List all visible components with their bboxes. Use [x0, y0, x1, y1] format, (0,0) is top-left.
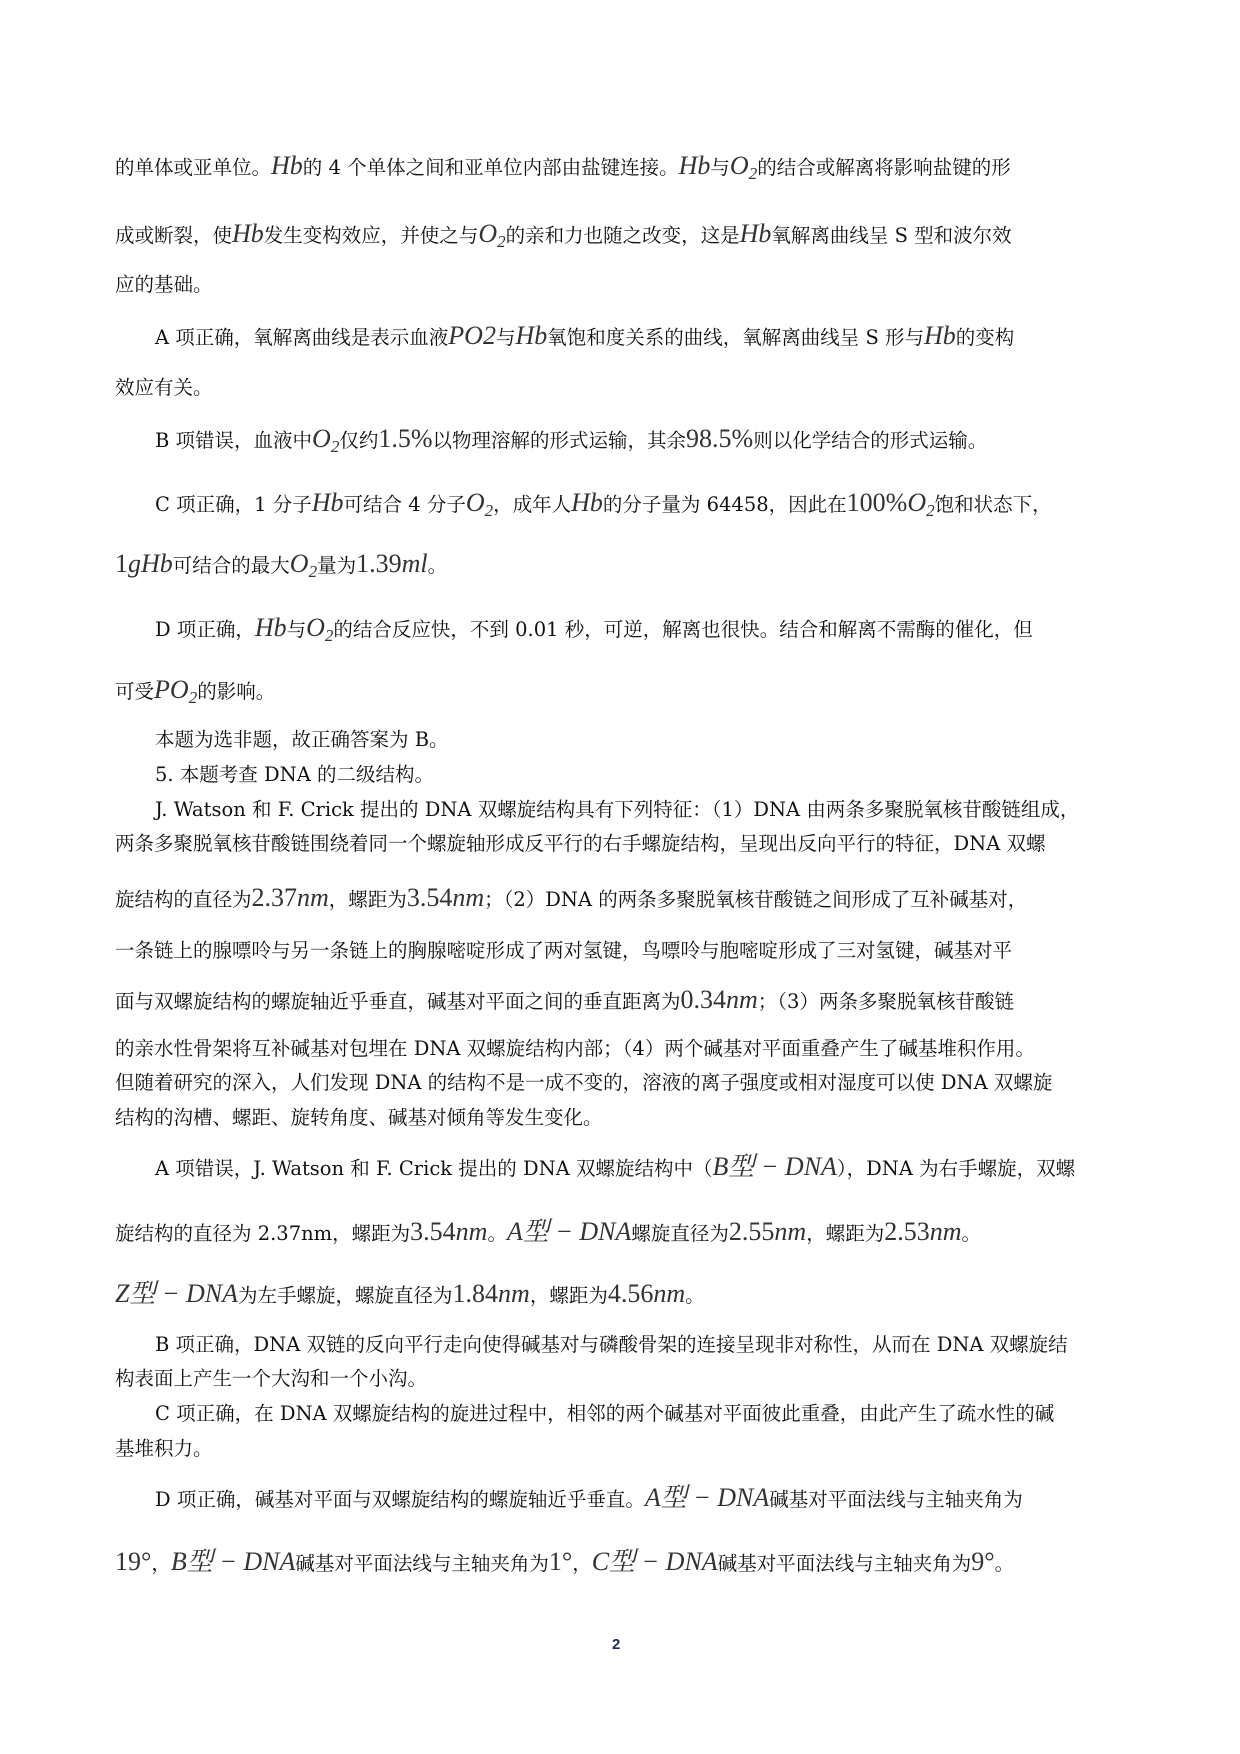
- math-expression: nm: [297, 883, 329, 912]
- text-line: 构表面上产生一个大沟和一个小沟。: [115, 1367, 428, 1390]
- math-expression: $O_2$: [729, 151, 758, 183]
- math-expression: 1.39: [356, 549, 402, 578]
- math-expression: 2.37: [251, 883, 298, 912]
- math-expression: 0.34: [680, 985, 727, 1014]
- text-line: 两条多聚脱氧核苷酸链围绕着同一个螺旋轴形成反平行的右手螺旋结构，呈现出反向平行的特征，DNA 双螺: [115, 832, 1046, 855]
- math-expression: 型 − DNA: [728, 1152, 837, 1181]
- math-expression: nm: [455, 1217, 488, 1246]
- math-expression: Hb: [739, 219, 772, 248]
- math-expression: 1: [115, 549, 128, 578]
- math-expression: 1.84: [452, 1279, 499, 1308]
- math-expression: nm: [929, 1217, 962, 1246]
- math-expression: nm: [653, 1279, 686, 1308]
- math-expression: 1.5%: [378, 424, 433, 453]
- text-line: C 项正确，1 分子Hb可结合 4 分子$O_2$，成年人Hb的分子量为 64458，因此在$100\%O_2$饱和状态下，: [155, 488, 1052, 520]
- text-line: 一条链上的腺嘌呤与另一条链上的胸腺嘧啶形成了两对氢键，鸟嘌呤与胞嘧啶形成了三对氢键，碱基对平: [115, 939, 1013, 962]
- text-line: J. Watson 和 F. Crick 提出的 DNA 双螺旋结构具有下列特征：（1）DNA 由两条多聚脱氧核苷酸链组成，: [155, 798, 1080, 821]
- math-expression: $O_2$: [289, 549, 318, 581]
- math-expression: 型 − DNA: [522, 1217, 632, 1246]
- math-expression: 型 − DNA: [186, 1547, 296, 1576]
- page-number: 2: [612, 1636, 621, 1653]
- math-expression: $O_2$: [306, 613, 334, 645]
- math-expression: 98.5%: [686, 424, 754, 453]
- math-expression: Hb: [254, 613, 287, 642]
- math-expression: nm: [498, 1279, 530, 1308]
- text-line: A 项正确，氧解离曲线是表示血液PO2与Hb氧饱和度关系的曲线，氧解离曲线呈 S 形与Hb的变构: [155, 321, 1015, 350]
- math-expression: nm: [774, 1217, 807, 1246]
- math-expression: B: [712, 1152, 729, 1181]
- text-line: Z型 − DNA为左手螺旋，螺旋直径为1.84nm，螺距为4.56nm。: [115, 1279, 705, 1308]
- math-expression: Hb: [571, 488, 603, 517]
- text-line: 1gHb可结合的最大$O_2$量为1.39ml。: [115, 549, 448, 581]
- math-expression: 1°: [548, 1547, 573, 1576]
- math-expression: Hb: [232, 219, 264, 248]
- text-line: 应的基础。: [115, 273, 213, 296]
- math-expression: $PO_2$: [154, 675, 198, 707]
- math-expression: ml: [401, 549, 428, 578]
- math-expression: $O_2$: [312, 424, 340, 456]
- text-line: 本题为选非题，故正确答案为 B。: [155, 728, 449, 751]
- text-line: 成或断裂，使Hb发生变构效应，并使之与$O_2$的亲和力也随之改变，这是Hb氧解离曲线呈 S 型和波尔效: [115, 219, 1012, 251]
- text-line: 但随着研究的深入，人们发现 DNA 的结构不是一成不变的，溶液的离子强度或相对湿度可以使 DNA 双螺旋: [115, 1071, 1053, 1094]
- text-line: 旋结构的直径为2.37nm，螺距为3.54nm；（2）DNA 的两条多聚脱氧核苷酸链之间形成了互补碱基对，: [115, 883, 1028, 912]
- text-line: 面与双螺旋结构的螺旋轴近乎垂直，碱基对平面之间的垂直距离为0.34nm；（3）两条多聚脱氧核苷酸链: [115, 985, 1014, 1014]
- text-line: B 项正确，DNA 双链的反向平行走向使得碱基对与磷酸骨架的连接呈现非对称性，从而在 DNA 双螺旋结: [155, 1333, 1068, 1356]
- math-expression: $O_2$: [478, 219, 506, 251]
- text-line: 效应有关。: [115, 376, 213, 399]
- math-expression: 2.55: [728, 1217, 775, 1246]
- text-line: 的亲水性骨架将互补碱基对包埋在 DNA 双螺旋结构内部；（4）两个碱基对平面重叠产生了碱基堆积作用。: [115, 1037, 1035, 1060]
- math-expression: 19°: [115, 1547, 152, 1576]
- math-expression: Hb: [515, 321, 548, 350]
- text-line: 基堆积力。: [115, 1437, 213, 1460]
- math-expression: 型 − DNA: [609, 1547, 718, 1576]
- math-expression: 100%: [846, 488, 908, 517]
- math-expression: A: [644, 1483, 661, 1512]
- math-expression: Hb: [271, 151, 303, 180]
- math-expression: B: [170, 1547, 187, 1576]
- math-expression: Hb: [311, 488, 344, 517]
- math-expression: 3.54: [406, 883, 453, 912]
- math-expression: nm: [452, 883, 485, 912]
- math-expression: 9°: [971, 1547, 995, 1576]
- text-line: 5. 本题考查 DNA 的二级结构。: [155, 763, 434, 786]
- text-line: 19°，B型 − DNA碱基对平面法线与主轴夹角为1°，C型 − DNA碱基对平面法线与主轴夹角为9°。: [115, 1547, 1015, 1576]
- math-expression: 型 − DNA: [660, 1483, 770, 1512]
- text-line: D 项正确，碱基对平面与双螺旋结构的螺旋轴近乎垂直。A型 − DNA碱基对平面法线与主轴夹角为: [155, 1483, 1023, 1512]
- math-expression: Hb: [924, 321, 956, 350]
- math-expression: $O_2$: [465, 488, 494, 520]
- text-line: D 项正确，Hb与$O_2$的结合反应快，不到 0.01 秒，可逆，解离也很快。结合和解离不需酶的催化，但: [155, 613, 1033, 645]
- math-expression: gHb: [128, 549, 173, 578]
- math-expression: nm: [726, 985, 758, 1014]
- text-line: 的单体或亚单位。Hb的 4 个单体之间和亚单位内部由盐键连接。Hb与$O_2$的结合或解离将影响盐键的形: [115, 151, 1011, 183]
- math-expression: PO2: [448, 321, 496, 350]
- text-line: 结构的沟槽、螺距、旋转角度、碱基对倾角等发生变化。: [115, 1106, 603, 1129]
- math-expression: 型 − DNA: [129, 1279, 239, 1308]
- math-expression: 4.56: [607, 1279, 654, 1308]
- math-expression: C: [591, 1547, 610, 1576]
- text-line: A 项错误，J. Watson 和 F. Crick 提出的 DNA 双螺旋结构中（B型 − DNA），DNA 为右手螺旋，双螺: [155, 1152, 1076, 1181]
- math-expression: A: [506, 1217, 523, 1246]
- math-expression: Z: [115, 1279, 130, 1308]
- text-line: C 项正确，在 DNA 双螺旋结构的旋进过程中，相邻的两个碱基对平面彼此重叠，由此产生了疏水性的碱: [155, 1402, 1055, 1425]
- text-line: B 项错误，血液中$O_2$仅约1.5%以物理溶解的形式运输，其余98.5%则以化学结合的形式运输。: [155, 424, 988, 456]
- text-line: 旋结构的直径为 2.37nm，螺距为3.54nm。A型 − DNA螺旋直径为2.55nm，螺距为2.53nm。: [115, 1217, 982, 1246]
- math-expression: Hb: [678, 151, 711, 180]
- math-expression: 3.54: [410, 1217, 456, 1246]
- text-line: 可受$PO_2$的影响。: [115, 675, 276, 707]
- math-expression: $O_2$: [907, 488, 935, 520]
- math-expression: 2.53: [884, 1217, 930, 1246]
